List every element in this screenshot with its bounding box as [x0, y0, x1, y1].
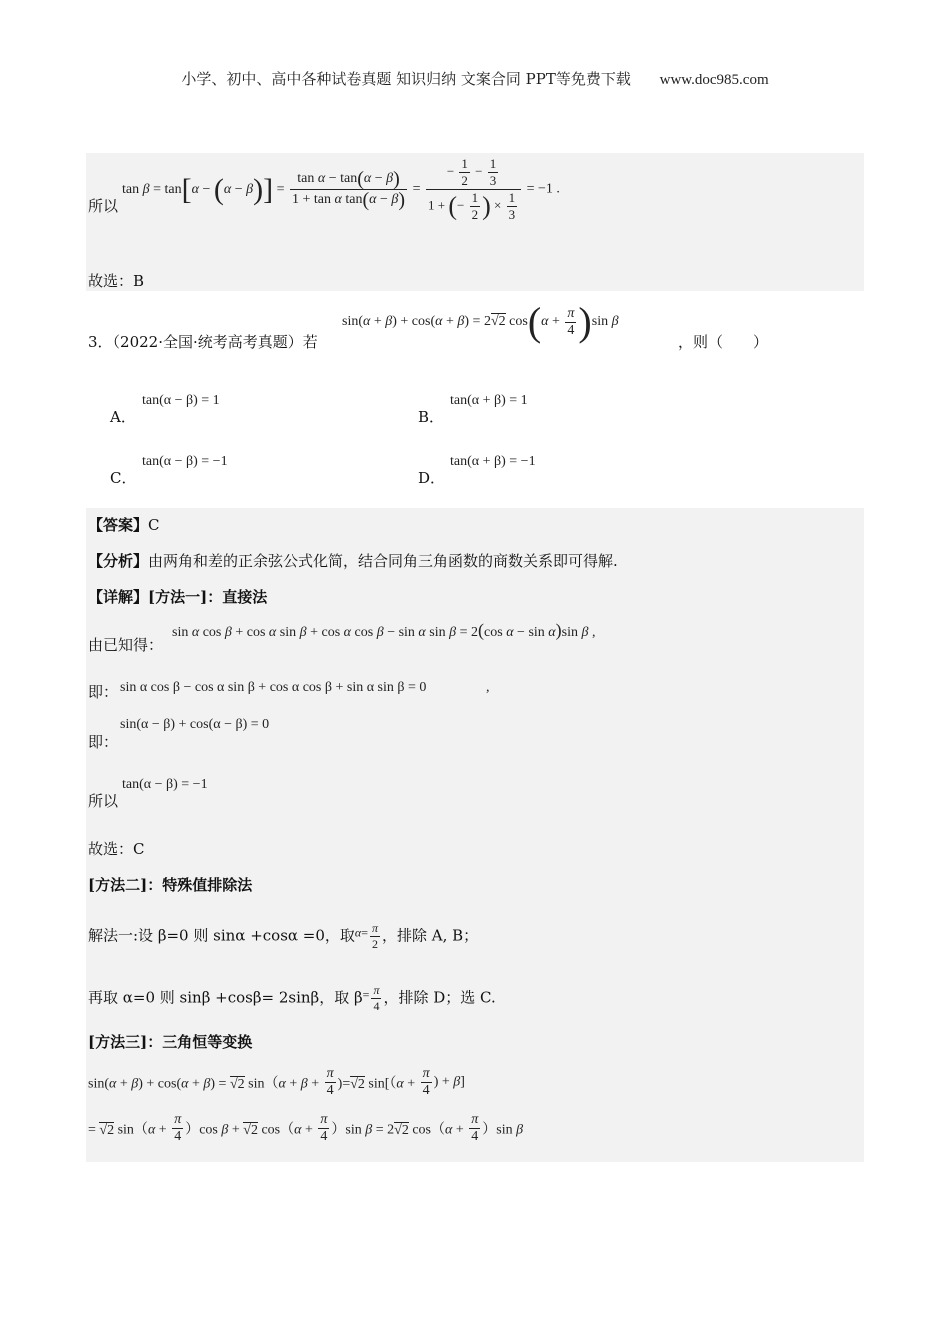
choose-line: 故选：C	[88, 840, 145, 858]
detail-tag: 【详解】	[88, 588, 149, 606]
method-3-line-2: = √2 sin（α + $\frac{\pi}{4}$ ）cos β + √2 cos（α + $\frac{\pi}{4}$ ）sin β = 2√2 cos（α + $\frac{\pi}{4}$ ）sin β	[88, 1112, 524, 1144]
m2-line2-text-a: 再取 α=0 则 sinβ +cosβ= 2sinβ，取 β	[88, 988, 363, 1007]
analysis-text: 由两角和差的正余弦公式化简，结合同角三角函数的商数关系即可得解.	[148, 552, 618, 570]
option-a-expr[interactable]: tan(α − β) = 1	[142, 393, 220, 408]
page-header	[0, 68, 950, 89]
method-2-title: [方法二]：特殊值排除法	[88, 876, 253, 894]
answer-line	[88, 514, 160, 535]
m2-line2-text-b: ，排除 D；选 C.	[383, 988, 496, 1007]
m2-line1-text-a: 解法一:设 β=0 则 sinα +cosα =0，取	[88, 926, 355, 945]
method-3-line-1: sin(α + β) + cos(α + β) = √2 sin（α + β + $\frac{\pi}{4}$ )=√2 sin[（α + $\frac{\pi}{4}$ ) + β]	[88, 1066, 465, 1098]
question-suffix: ，则（ ）	[678, 333, 769, 351]
known-formula: sin α cos β + cos α sin β + cos α cos β − sin α sin β = 2(cos α − sin α)sin β ,	[172, 620, 596, 640]
detail-line	[88, 586, 267, 607]
prev-tan-formula: tan β = tan[α − (α − β)] = $\frac{\text{tan α − tan(α − β)}}{\text{1 + tan α tan(α − β)}}$ = − $\frac{1}{2}$ − $\frac{1}{3}$ 1 + (− $\frac{1}{2}$ ) × $\frac{1}{3}$ = −1 .	[122, 156, 560, 222]
question-condition-formula: sin(α + β) + cos(α + β) = 2√2 cos(α + $\frac{\pi}{4}$ )sin β	[342, 299, 619, 344]
prev-so-line	[88, 195, 118, 216]
known-label: 由已知得：	[88, 636, 164, 654]
so-label: 所以	[88, 792, 119, 810]
step1-comma: ,	[486, 680, 490, 695]
answer-tag: 【答案】	[88, 516, 149, 534]
method-2-line-2: 再取 α=0 则 sinβ +cosβ= 2sinβ，取 β= $\frac{\pi}{4}$ ，排除 D；选 C.	[88, 983, 496, 1013]
option-c-label[interactable]: C．	[110, 469, 137, 487]
option-d-label[interactable]: D．	[418, 469, 446, 487]
prev-answer-line: 故选：B	[88, 272, 145, 290]
answer-value: C	[148, 516, 160, 534]
question-3-stem	[88, 331, 318, 352]
step2-expr: sin(α − β) + cos(α − β) = 0	[120, 717, 270, 732]
option-a-label[interactable]: A．	[110, 408, 136, 426]
header-text: 小学、初中、高中各种试卷真题 知识归纳 文案合同 PPT等免费下载	[181, 70, 631, 88]
step1-label: 即：	[88, 683, 119, 701]
header-url[interactable]: www.doc985.com	[659, 72, 769, 88]
option-d-expr[interactable]: tan(α + β) = −1	[450, 454, 536, 469]
step2-label: 即：	[88, 733, 119, 751]
so-expr: tan(α − β) = −1	[122, 777, 208, 792]
analysis-line	[88, 550, 618, 571]
m2-line1-text-b: ，排除 A, B；	[382, 926, 479, 945]
option-c-expr[interactable]: tan(α − β) = −1	[142, 454, 228, 469]
method-2-line-1: 解法一:设 β=0 则 sinα +cosα =0，取$^{\alpha=}$ $\frac{\pi}{2}$ ，排除 A, B；	[88, 921, 479, 951]
option-b-label[interactable]: B．	[418, 408, 445, 426]
method-3-title: [方法三]：三角恒等变换	[88, 1033, 253, 1051]
prev-so-label: 所以	[88, 197, 119, 215]
option-b-expr[interactable]: tan(α + β) = 1	[450, 393, 528, 408]
analysis-tag: 【分析】	[88, 552, 149, 570]
method-1-title: [方法一]：直接法	[148, 588, 268, 606]
question-number: 3．（2022·全国·统考高考真题）若	[88, 333, 318, 351]
step1-expr: sin α cos β − cos α sin β + cos α cos β + sin α sin β = 0	[120, 680, 427, 695]
